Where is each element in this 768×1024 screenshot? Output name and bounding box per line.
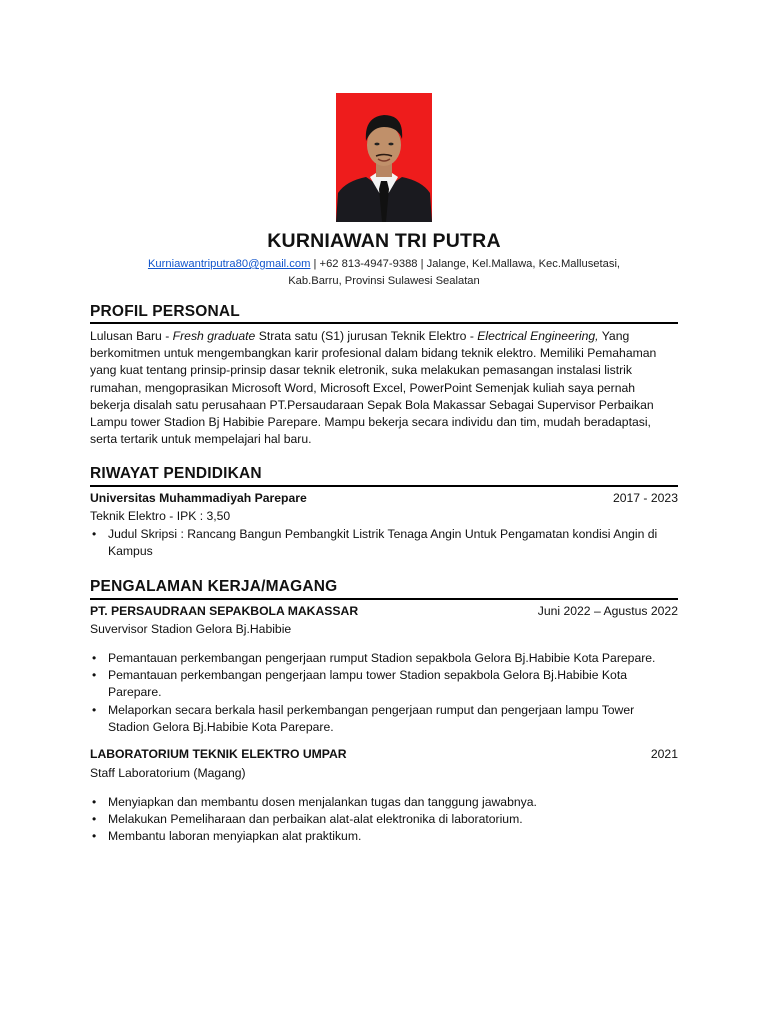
- address-line-2: Kab.Barru, Provinsi Sulawesi Sealatan: [288, 274, 480, 287]
- job-header: [90, 604, 678, 618]
- phone-and-address: | +62 813-4947-9388 | Jalange, Kel.Mallawa, Kec.Mallusetasi,: [310, 258, 621, 270]
- contact-info: [90, 256, 678, 289]
- job-bullets: [90, 794, 678, 846]
- section-divider: [90, 598, 678, 600]
- education-entry-header: [90, 491, 678, 505]
- summary-line: serta tertarik untuk mempelajari hal baru.: [90, 432, 312, 447]
- list-item: • Judul Skripsi : Rancang Bangun Pembangkit Listrik Tenaga Angin Untuk Pengamatan kondisi Angin di Kampus: [90, 526, 678, 560]
- company-name: PT. PERSAUDRAAN SEPAKBOLA MAKASSAR: [90, 604, 359, 618]
- list-item: • Melakukan Pemeliharaan dan perbaikan alat-alat elektronika di laboratorium.: [90, 811, 678, 828]
- job-role: Staff Laboratorium (Magang): [90, 766, 246, 780]
- person-portrait-icon: [336, 93, 432, 222]
- education-bullets: [90, 526, 678, 560]
- summary-line: yang kuat tentang prinsip-prinsip dasar teknik eletronik, suka melakukan pemasangan instalasi listrik: [90, 363, 632, 378]
- education-period: 2017 - 2023: [612, 491, 678, 505]
- job-role: Suvervisor Stadion Gelora Bj.Habibie: [90, 622, 292, 636]
- summary-line: rumahan, mengoprasikan Microsoft Word, Microsoft Excel, PowerPoint Semenjak kuliah saya pernah: [90, 380, 636, 395]
- education-section-title: RIWAYAT PENDIDIKAN: [90, 465, 262, 482]
- summary-line: bekerja disalah satu perusahaan PT.Persaudaraan Sepak Bola Makassar Sebagai Supervisor Perbaikan: [90, 397, 654, 412]
- summary-line: Lampu tower Stadion Bj Habibie Parepare. Mampu bekerja secara individu dan tim, mudah beradaptasi,: [90, 415, 651, 430]
- experience-section-title: PENGALAMAN KERJA/MAGANG: [90, 578, 338, 595]
- candidate-name: KURNIAWAN TRI PUTRA: [267, 230, 501, 252]
- list-item: • Membantu laboran menyiapkan alat praktikum.: [90, 828, 678, 845]
- job-header: [90, 747, 678, 761]
- list-item: • Menyiapkan dan membantu dosen menjalankan tugas dan tanggung jawabnya.: [90, 794, 678, 811]
- study-program: Teknik Elektro - IPK : 3,50: [90, 509, 231, 523]
- section-divider: [90, 485, 678, 487]
- job-period: Juni 2022 – Agustus 2022: [537, 604, 678, 618]
- job-period: 2021: [650, 747, 678, 761]
- list-item: • Melaporkan secara berkala hasil perkembangan pengerjaan rumput dan pengerjaan lampu Tower Stadion Gelora Bj.Habibie Kota Parepare.: [90, 702, 678, 736]
- institution-name: Universitas Muhammadiyah Parepare: [90, 491, 307, 505]
- email-link[interactable]: Kurniawantriputra80@gmail.com: [147, 258, 311, 270]
- summary-line: Lulusan Baru - Fresh graduate Strata satu (S1) jurusan Teknik Elektro - Electrical Engineering, Yang: [90, 329, 630, 343]
- profile-section-title: PROFIL PERSONAL: [90, 303, 240, 320]
- profile-photo: [336, 93, 432, 222]
- list-item: • Pemantauan perkembangan pengerjaan rumput Stadion sepakbola Gelora Bj.Habibie Kota Parepare.: [90, 650, 678, 667]
- company-name: LABORATORIUM TEKNIK ELEKTRO UMPAR: [90, 747, 347, 761]
- profile-summary: [90, 328, 678, 448]
- section-divider: [90, 322, 678, 324]
- job-bullets: [90, 650, 678, 736]
- summary-line: berkomitmen untuk mengembangkan karir profesional dalam bidang teknik elektro. Memiliki Pemahaman: [90, 346, 657, 361]
- contact-line-1: [90, 256, 678, 273]
- list-item: • Pemantauan perkembangan pengerjaan lampu tower Stadion sepakbola Gelora Bj.Habibie Kota Parepare.: [90, 667, 678, 701]
